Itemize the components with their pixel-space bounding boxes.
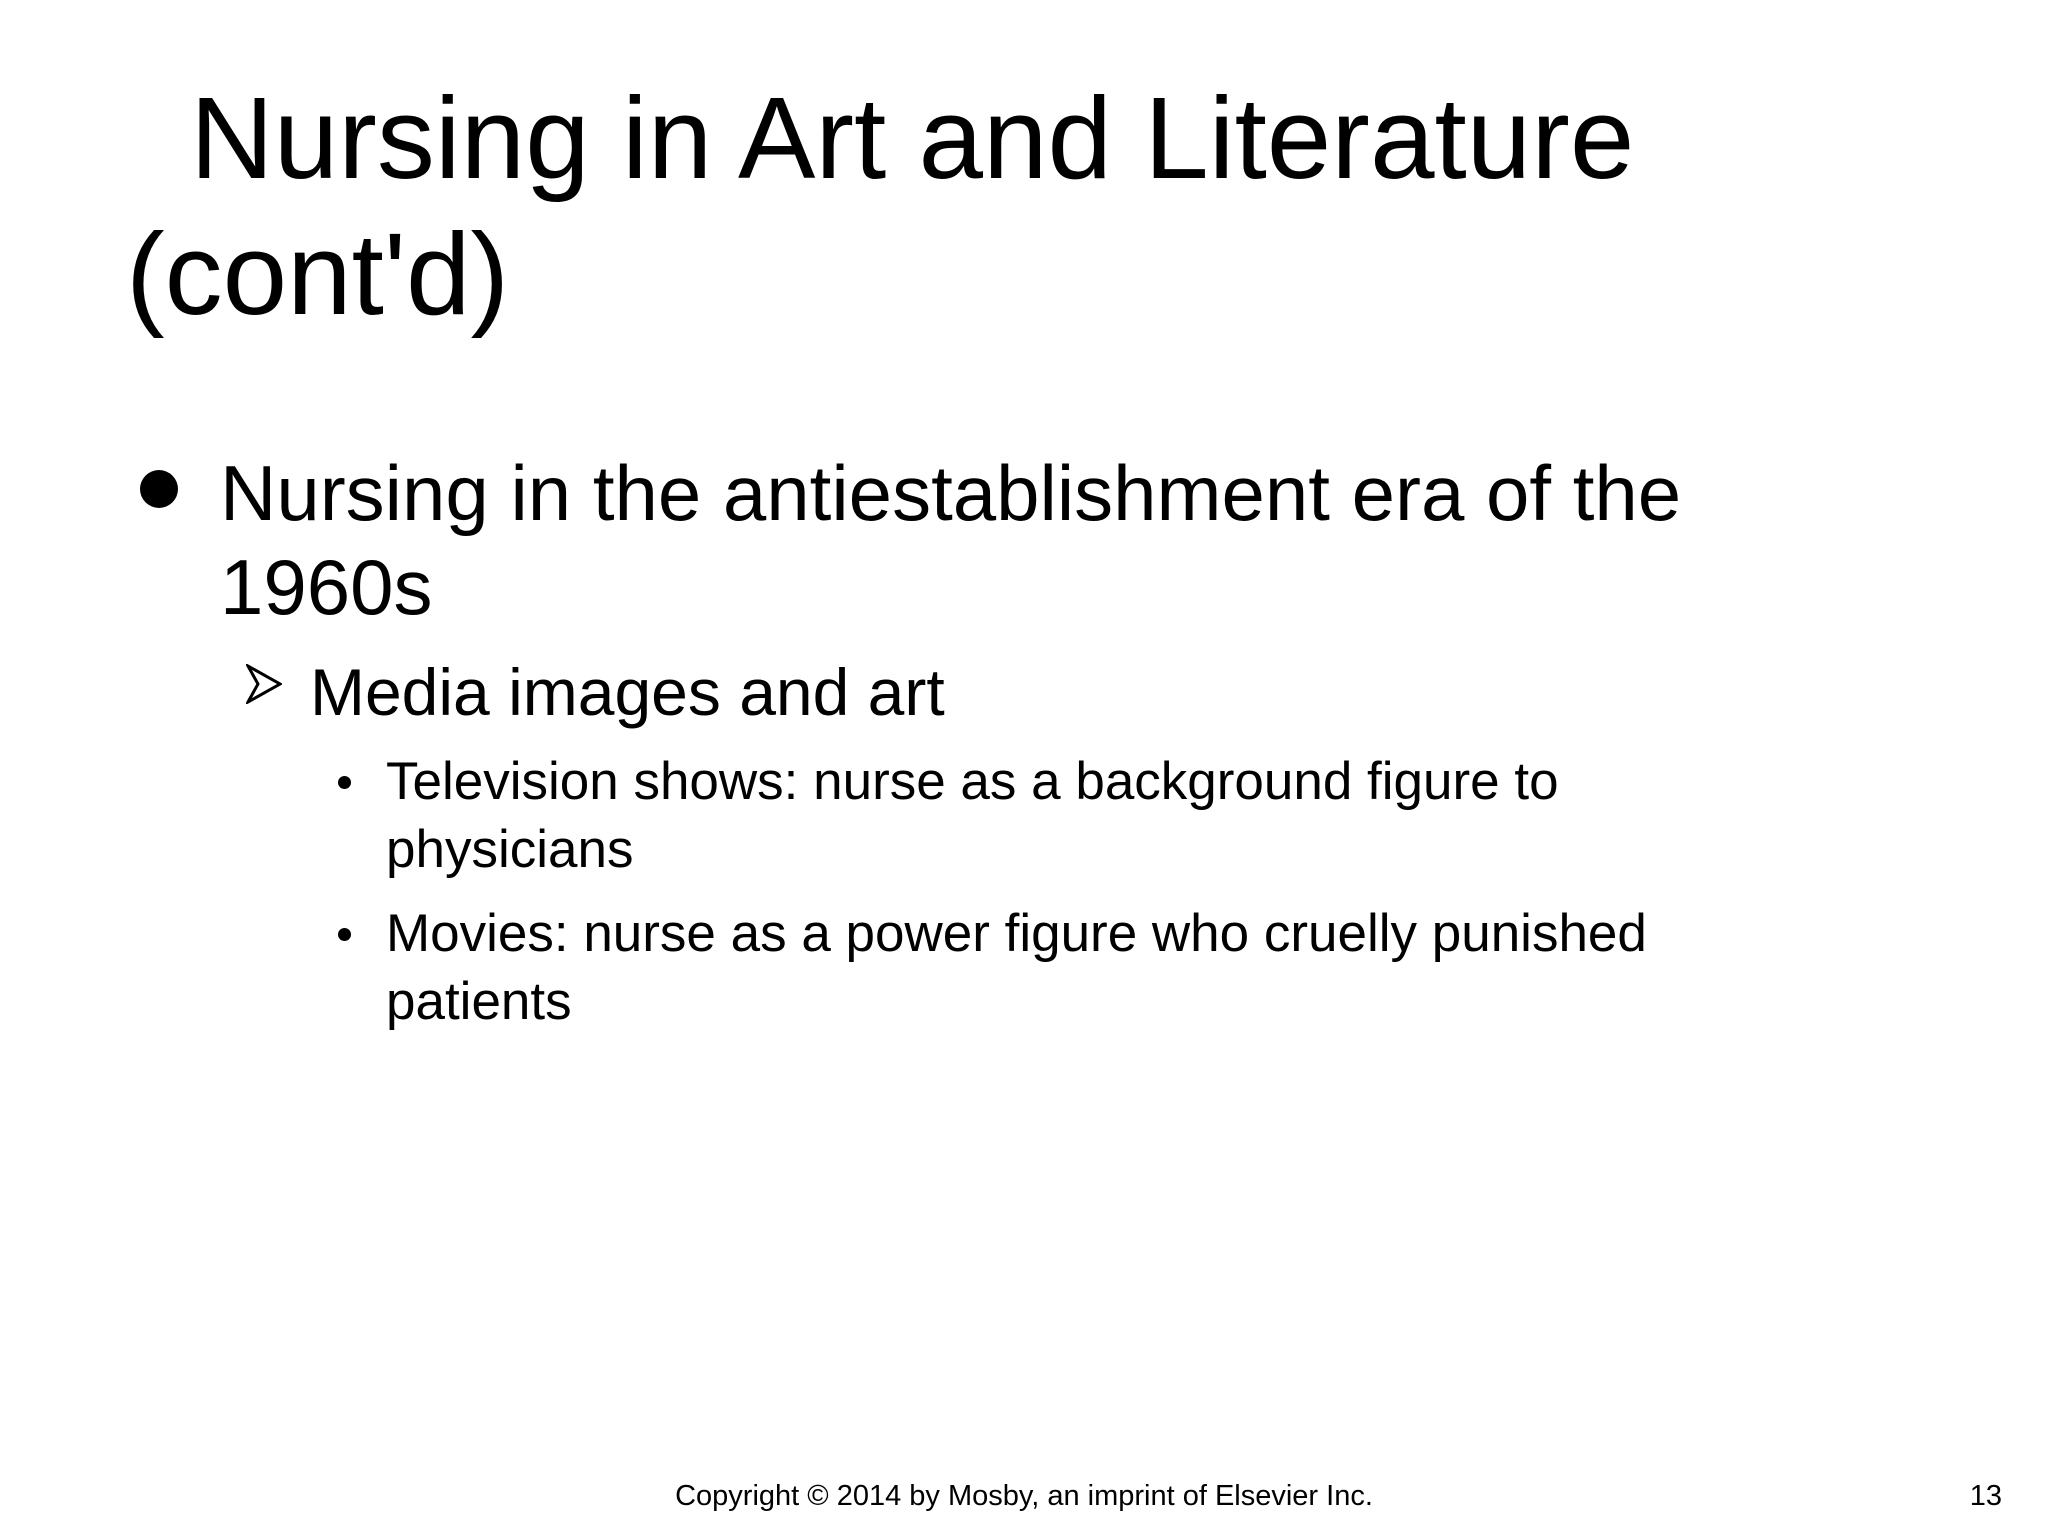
- title-line-1: Nursing in Art and Literature: [190, 73, 1635, 203]
- bullet-level-3-television: Television shows: nurse as a background figure to physicians: [386, 752, 1559, 879]
- bullet-level-1: Nursing in the antiestablishment era of the 1960s: [220, 449, 1682, 631]
- bullet-level-3-movies: Movies: nurse as a power figure who cruelly punished patients: [386, 904, 1647, 1031]
- page-number: 13: [1969, 1480, 2002, 1512]
- bullet-level-2: Media images and art: [310, 655, 945, 729]
- small-dot-bullet-icon: [338, 776, 351, 789]
- arrow-bullet-icon: [246, 664, 282, 704]
- title-line-2: (cont'd): [126, 209, 510, 339]
- round-bullet-icon: [140, 470, 178, 508]
- copyright-footer: Copyright © 2014 by Mosby, an imprint of Elsevier Inc.: [675, 1480, 1373, 1512]
- small-dot-bullet-icon: [338, 928, 351, 941]
- slide-title: [126, 70, 1926, 342]
